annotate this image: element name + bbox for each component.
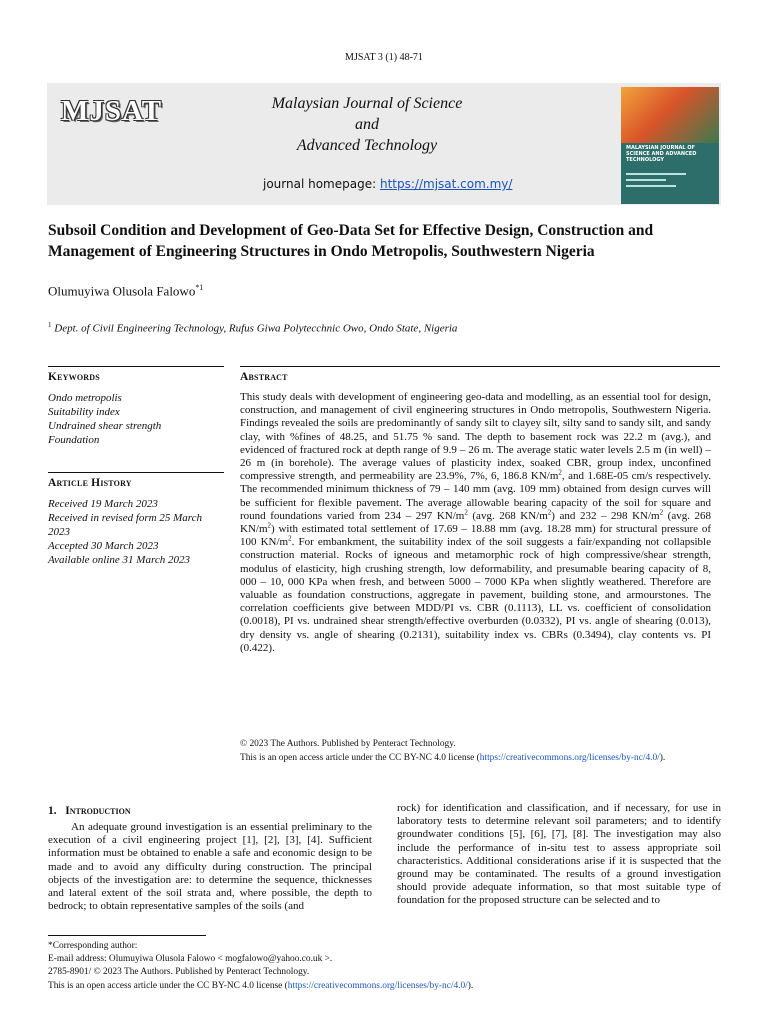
journal-homepage <box>263 177 512 191</box>
keyword-item: Ondo metropolis <box>48 392 122 404</box>
affiliation <box>48 321 457 335</box>
cover-line <box>626 179 666 181</box>
license-line <box>240 752 720 766</box>
abstract-section <box>240 366 720 383</box>
license-text: ). <box>659 752 666 763</box>
section-title: Introduction <box>65 805 131 817</box>
abstract-part: (avg. 268 KN/m <box>467 509 548 522</box>
keyword-item: Foundation <box>48 434 100 446</box>
introduction-column-1: An adequate ground investigation is an essential preliminary to the execution of a civil engineering project [1], [2], [3], [4]. Sufficient information must be obtained to enable a safe and economic design to be made and to avoid any difficulty during construction. The principal objects of the investigation are: to determine the sequence, thicknesses and lateral extent of the soil strata and, where possible, the depth to bedrock; to obtain representative samples of the soils (and <box>48 821 372 913</box>
journal-logo: MJSAT <box>61 95 163 127</box>
superscript: 2 <box>464 508 468 517</box>
homepage-label: journal homepage: <box>263 177 377 191</box>
superscript: 2 <box>288 534 292 543</box>
abstract-part: . For embankment, the suitability index of the soil suggests a fair/expanding not collapsible construction material. Rocks of igneous and metamorphic rock of high compressive/shear strength, modulus of elasticity, high crushing strength, low deformability, and presumable bearing capacity of 8, 000 – 10, 000 KPa when fresh, and between 5000 – 7000 KPa when slightly weathered. Therefore are valuable as foundation constructions, aggregate in pavement, building stone, and armourstones. The correlation coefficients give between MDD/PI vs. CBR (0.1113), LL vs. coefficient of consolidation (0.0018), PI vs. undrained shear strength/effective overburden (0.0332), PI vs. angle of shearing (0.013), dry density vs. angle of shearing (0.2131), suitability index vs. CBRs (0.3494), clay contents vs. PI (0.422). <box>240 536 711 654</box>
abstract-heading: Abstract <box>240 371 288 383</box>
footer-license-link[interactable]: https://creativecommons.org/licenses/by-nc/4.0/ <box>287 980 468 991</box>
journal-name <box>252 93 482 156</box>
history-item: Available online 31 March 2023 <box>48 554 190 566</box>
keyword-item: Suitability index <box>48 406 120 418</box>
keywords-section <box>48 366 224 383</box>
article-history-heading: Article History <box>48 477 132 489</box>
journal-masthead <box>47 83 721 205</box>
history-item: Received in revised form 25 March 2023 <box>48 512 203 538</box>
paper-title: Subsoil Condition and Development of Geo-Data Set for Effective Design, Construction and Management of Engineering Structures in Ondo Metropolis, Southwestern Nigeria <box>48 222 654 260</box>
author-name: Olumuyiwa Olusola Falowo <box>48 283 196 299</box>
running-head: MJSAT 3 (1) 48-71 <box>345 52 423 63</box>
footnote-divider <box>48 935 206 936</box>
cover-title: MALAYSIAN JOURNAL OF SCIENCE AND ADVANCED TECHNOLOGY <box>626 145 697 163</box>
abstract-part: , and 1.68E-05 cm/s respectively. The recommended minimum thickness of 79 – 140 mm (avg. 109 mm) obtained from design curves will be sufficient for flexible pavement. The average allowable bearing capacity of the soil for square and round foundations varied from 234 – 297 KN/m <box>240 470 711 522</box>
abstract-text <box>240 391 711 655</box>
cover-plant-art <box>621 87 719 143</box>
introduction-column-2: rock) for identification and classification, and if necessary, for use in laboratory tests to determine relevant soil parameters; and to identify groundwater conditions [5], [6], [7], [8]. The investigation may also include the performance of in-situ test to assess appropriate soil characteristics. Additional considerations arise if it is suspected that the ground may be contaminated. The results of a ground investigation should provide adequate information, so that most suitable type of foundation for the proposed structure can be selected and to <box>397 802 721 907</box>
cover-line <box>626 173 686 175</box>
author-email: E-mail address: Olumuyiwa Olusola Falowo < mogfalowo@yahoo.co.uk >. <box>48 954 333 965</box>
keywords-heading: Keywords <box>48 371 100 383</box>
superscript: 2 <box>547 508 552 517</box>
corresponding-author: *Corresponding author: <box>48 941 138 951</box>
journal-name-line: Malaysian Journal of Science <box>271 95 463 112</box>
journal-name-line: and <box>355 116 379 133</box>
article-history-section <box>48 472 224 489</box>
issn-line: 2785-8901/ © 2023 The Authors. Published by Penteract Technology. <box>48 967 310 978</box>
license-text: This is an open access article under the CC BY-NC 4.0 license ( <box>48 980 288 991</box>
superscript: 2 <box>267 521 271 530</box>
author <box>48 283 203 299</box>
abstract-part: (avg. 268 KN/m <box>240 509 712 536</box>
cover-line <box>626 185 676 187</box>
keyword-item: Undrained shear strength <box>48 420 162 432</box>
superscript: 2 <box>659 508 664 517</box>
footer-license <box>48 980 728 993</box>
license-text: ). <box>467 980 474 991</box>
license-link[interactable]: https://creativecommons.org/licenses/by-nc/4.0/ <box>479 752 660 763</box>
history-item: Received 19 March 2023 <box>48 498 158 510</box>
author-mark: *1 <box>195 283 204 292</box>
abstract-part: ) and 232 – 298 KN/m <box>551 509 660 522</box>
license-text: This is an open access article under the CC BY-NC 4.0 license ( <box>240 752 480 763</box>
history-item: Accepted 30 March 2023 <box>48 540 159 552</box>
license-notice <box>240 738 720 765</box>
introduction-heading <box>48 805 131 817</box>
journal-cover-image <box>621 87 719 204</box>
section-number: 1. <box>48 805 57 817</box>
affiliation-text: Dept. of Civil Engineering Technology, Rufus Giwa Polytecchnic Owo, Ondo State, Nigeria <box>54 322 458 335</box>
homepage-link[interactable]: https://mjsat.com.my/ <box>379 177 513 191</box>
abstract-part: ) with estimated total settlement of 17.69 – 18.88 mm (avg. 18.28 mm) for structural pressure of 100 KN/m <box>240 523 711 549</box>
article-history-list <box>48 497 224 567</box>
keywords-list <box>48 391 224 447</box>
superscript: 2 <box>558 468 562 477</box>
abstract-part: This study deals with development of engineering geo-data and modelling, as an essential tool for design, construction, and management of civil engineering structures in Ondo metropolis, Southwestern Nigeria. Findings revealed the soils are predominantly of sandy silt to clayey silt, silty sand to sandy silt, and sandy clay, with %fines of 48.25, and 51.75 % sand. The depth to basement rock was 22.2 m (avg.), and evidenced of fractured rock at depth range of 9.9 – 26 m. The average static water levels 2.5 m (in well) – 26 m (in borehole). The average values of plasticity index, soaked CBR, group index, unconfined compressive strength, and permeability are 23.9%, 7%, 6, 186.8 KN/m <box>240 391 711 483</box>
footnotes <box>48 940 728 993</box>
copyright-line: © 2023 The Authors. Published by Penteract Technology. <box>240 739 456 749</box>
affiliation-mark: 1 <box>48 321 52 329</box>
journal-name-line: Advanced Technology <box>296 137 438 154</box>
